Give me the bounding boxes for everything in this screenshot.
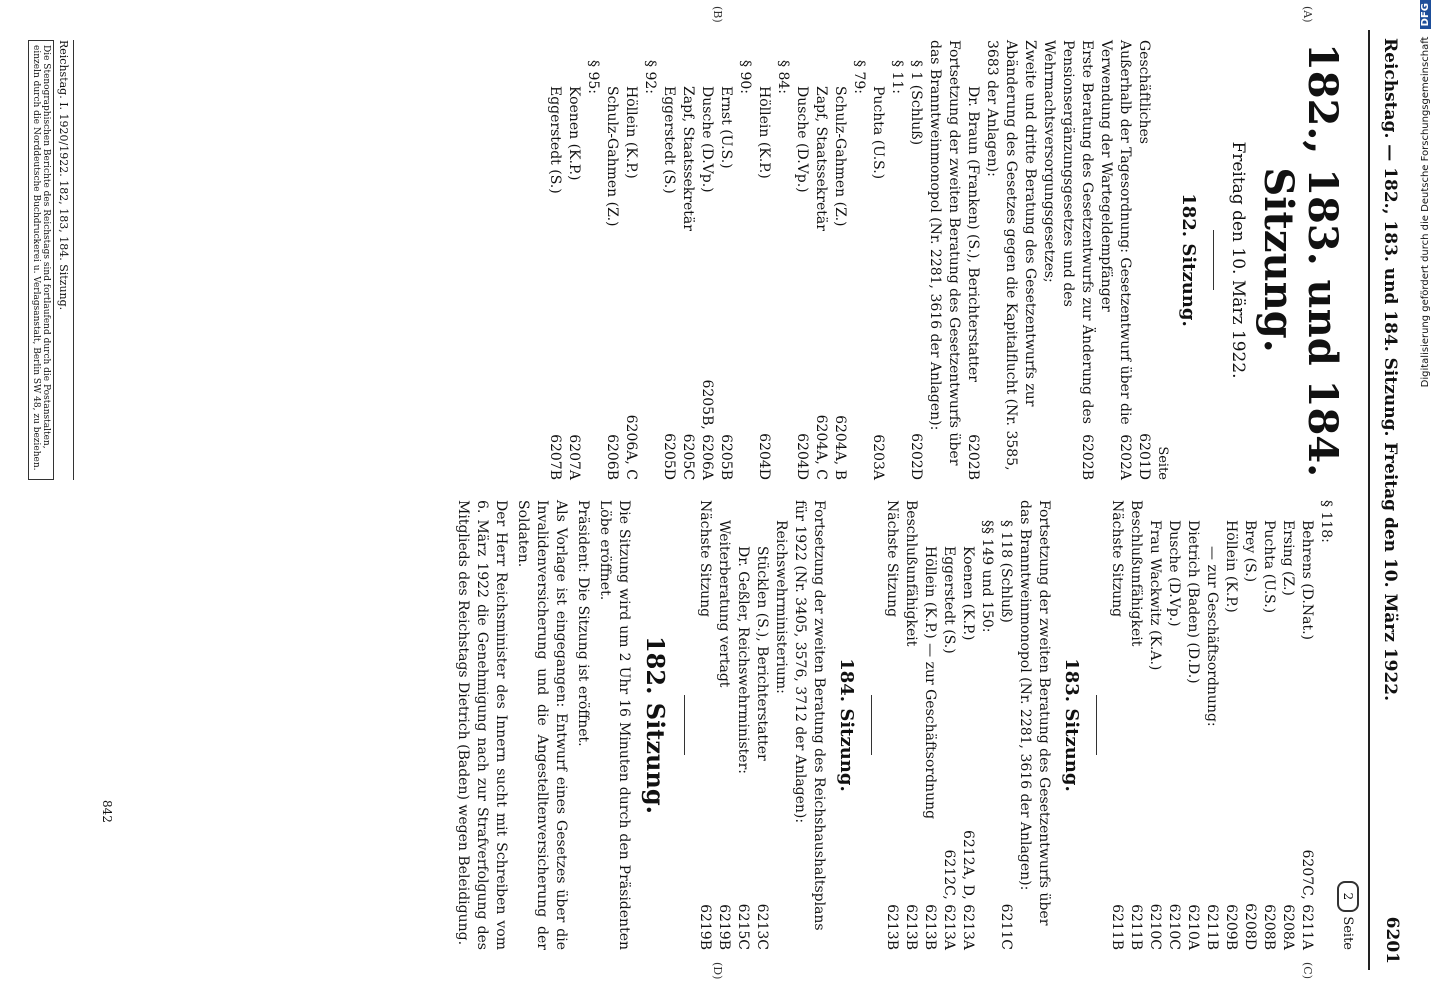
toc-entry-text: — zur Geschäftsordnung: xyxy=(1204,546,1220,727)
toc-entry-text: Höllein (K.P.) xyxy=(1223,520,1239,613)
toc-entry-text: Schulz-Gahmen (Z.) xyxy=(604,86,620,227)
toc-entry-page-ref xyxy=(849,474,868,480)
toc-entry-page-ref xyxy=(982,474,1039,480)
toc-entry-page-ref: 6205D xyxy=(661,433,677,480)
toc-entry-page-ref: 6213C xyxy=(754,903,770,950)
toc-entry-page-ref: 6208A xyxy=(1280,904,1296,950)
body-paragraph: Der Herr Reichsminister des Innern sucht mit Schreiben vom 6. März 1922 die Genehmigung nach zur Strafverfolgung des Mitglieds des Reichstags Dietrich (Baden) wegen Beleidigung. xyxy=(455,500,509,950)
section-title-183: 183. Sitzung. xyxy=(1061,658,1082,792)
toc-entry xyxy=(1202,500,1221,950)
toc-entry-text: Eggerstedt (S.) xyxy=(547,86,563,194)
toc-entry xyxy=(830,40,849,480)
toc-entry-page-ref xyxy=(977,944,996,950)
toc-entry-page-ref: 6204A, B xyxy=(832,415,848,480)
toc-entry xyxy=(714,500,733,950)
toc-entry-text: Ersing (Z.) xyxy=(1280,520,1296,596)
toc-entry xyxy=(771,500,790,950)
margin-mark-a: (A) xyxy=(1301,6,1314,23)
margin-mark-b: (B) xyxy=(711,6,724,23)
toc-entry-page-ref: 6209B xyxy=(1223,904,1239,950)
section-title-182-body: 182. Sitzung. xyxy=(641,635,670,814)
toc-entry xyxy=(1297,500,1316,950)
toc-entry xyxy=(602,40,621,480)
toc-entry-text: Koenen (K.P.) xyxy=(960,546,976,641)
toc-entry-page-ref: 6211C xyxy=(998,903,1014,950)
toc-entry-text: §§ 149 und 150: xyxy=(979,520,995,633)
toc-entry-page-ref xyxy=(925,474,963,480)
toc-entry-page-ref: 6202A xyxy=(1117,434,1133,480)
seite-label: Seite xyxy=(1155,446,1170,480)
toc-entry xyxy=(1126,500,1145,950)
toc-entry xyxy=(621,40,640,480)
toc-entry xyxy=(868,40,887,480)
toc-entry-text: Außerhalb der Tagesordnung: Gesetzentwurf über die Verwendung der Wartegeldempfänger xyxy=(1098,40,1133,425)
toc-entry-page-ref xyxy=(771,944,790,950)
toc-entry xyxy=(695,500,714,950)
dfg-note xyxy=(1420,0,1434,980)
toc-entry xyxy=(583,40,602,480)
toc-entry-text: Dusche (D.Vp.) xyxy=(699,86,715,193)
toc-entry xyxy=(1107,500,1126,950)
footer-line: Reichstag. I. 1920/1922. 182, 183, 184. Sitzung. xyxy=(57,40,70,311)
toc-entry-page-ref: 6203A xyxy=(870,434,886,480)
toc-entry-text: § 95: xyxy=(585,60,601,94)
toc-entry xyxy=(939,500,958,950)
toc-entry-text: Dr. Geßler, Reichswehrminister: xyxy=(735,546,751,774)
toc-entry-text: Höllein (K.P.) xyxy=(623,86,639,179)
toc-entry-text: Nächste Sitzung xyxy=(884,500,900,618)
toc-entry-text: Zapf, Staatssekretär xyxy=(813,86,829,231)
toc-entry-text: § 92: xyxy=(642,60,658,94)
toc-entry-page-ref: 6215C xyxy=(735,903,751,950)
toc-entry xyxy=(716,40,735,480)
toc-entry-page-ref: 6219B xyxy=(697,904,713,950)
toc-entry xyxy=(1240,500,1259,950)
toc-entry-page-ref xyxy=(1015,944,1053,950)
toc-entry-text: Koenen (K.P.) xyxy=(566,86,582,181)
toc-entry xyxy=(697,40,716,480)
toc-entry-page-ref xyxy=(773,474,792,480)
toc-entry xyxy=(901,500,920,950)
toc-entry-text: Behrens (D.Nat.) xyxy=(1299,520,1315,640)
dfg-logo: DFG xyxy=(1420,0,1431,29)
toc-entry-page-ref: 6211B xyxy=(1128,904,1144,950)
toc-entry-text: Nächste Sitzung xyxy=(1109,500,1125,618)
toc-entry xyxy=(659,40,678,480)
toc-entry-page-ref: 6212A, D, 6213A xyxy=(960,829,976,950)
toc-entry-page-ref: 6202D xyxy=(908,433,924,480)
toc-entry-page-ref: 6205B xyxy=(718,434,734,480)
toc-entry-page-ref: 6211B xyxy=(1109,904,1125,950)
toc-entry-text: Brey (S.) xyxy=(1242,520,1258,583)
toc-entry-text: Frau Wackwitz (K.A.) xyxy=(1147,520,1163,671)
toc-entry xyxy=(1278,500,1297,950)
running-header xyxy=(1368,30,1404,970)
toc-entry-page-ref: 6202B xyxy=(1079,434,1095,480)
toc-entry xyxy=(1039,40,1096,480)
toc-entry-text: § 1 (Schluß) xyxy=(908,60,924,146)
toc-entry-text: Dusche (D.Vp.) xyxy=(794,86,810,193)
toc-entry-text: § 118 (Schluß) xyxy=(998,520,1014,623)
toc-entry-text: Weiterberatung vertagt xyxy=(716,520,732,688)
toc-entry-text: Puchta (U.S.) xyxy=(870,86,886,180)
footer-notice: Die Stenographischen Berichte des Reichstags sind fortlaufend durch die Postanstalten, einzeln durch die Norddeutsche Buchdruckerei u. Verlagsanstalt, Berlin SW 48, zu beziehen. xyxy=(28,40,54,480)
toc-entry xyxy=(811,40,830,480)
body-paragraph: Die Sitzung wird um 2 Uhr 16 Minuten durch den Präsidenten Löbe eröffnet. xyxy=(597,500,632,950)
toc-entry-text: Erste Beratung des Gesetzentwurfs zur Änderung des Pensionsergänzungsgesetzes und des Wehrmachtsversorgungsgesetzes; xyxy=(1041,40,1095,424)
toc-entry-text: Fortsetzung der zweiten Beratung des Gesetzentwurfs über das Branntweinmonopol (Nr. 2281, 3616 der Anlagen): xyxy=(1017,500,1052,926)
toc-entry-page-ref: 6207B xyxy=(547,434,563,480)
margin-mark-d: (D) xyxy=(711,962,724,980)
margin-mark-c: (C) xyxy=(1301,962,1314,979)
toc-entry-text: Fortsetzung der zweiten Beratung des Gesetzentwurfs über das Branntweinmonopol (Nr. 2281, 3616 der Anlagen): xyxy=(927,40,962,466)
toc-entry xyxy=(1134,40,1153,480)
toc-entry xyxy=(906,40,925,480)
toc-entry-page-ref xyxy=(735,474,754,480)
toc-entry-text: Dr. Braun (Franken) (S.), Berichterstatter xyxy=(965,86,981,382)
toc-entry xyxy=(963,40,982,480)
toc-entry-text: Schulz-Gahmen (Z.) xyxy=(832,86,848,227)
toc-entry-page-ref: 6210C xyxy=(1147,903,1163,950)
divider xyxy=(684,695,685,755)
toc-entry-text: Höllein (K.P.) xyxy=(756,86,772,179)
toc-entry xyxy=(773,40,792,480)
toc-entry-page-ref: 6201D xyxy=(1136,433,1152,480)
section-title-184: 184. Sitzung. xyxy=(836,658,857,792)
toc-entry xyxy=(678,40,697,480)
toc-entry-page-ref: 6204D xyxy=(794,433,810,480)
toc-entry-text: Nächste Sitzung xyxy=(697,500,713,618)
toc-entry-text: Zapf, Staatssekretär xyxy=(680,86,696,231)
toc-entry-text: Eggerstedt (S.) xyxy=(661,86,677,194)
toc-entry xyxy=(754,40,773,480)
toc-entry-text: § 84: xyxy=(775,60,791,94)
toc-entry-page-ref: 6212C, 6213A xyxy=(941,849,957,950)
page-title: 182., 183. und 184. Sitzung. xyxy=(1255,42,1346,478)
toc-entry-page-ref: 6205B, 6206A xyxy=(699,379,715,480)
toc-entry xyxy=(1259,500,1278,950)
section-title-182: 182. Sitzung. xyxy=(1178,193,1199,327)
toc-entry-page-ref: 6202B xyxy=(965,434,981,480)
toc-entry xyxy=(920,500,939,950)
toc-entry-page-ref: 6219B xyxy=(716,904,732,950)
toc-entry-page-ref xyxy=(790,944,828,950)
toc-entry-page-ref: 6208D xyxy=(1242,903,1258,950)
toc-entry-text: Höllein (K.P.) — zur Geschäftsordnung xyxy=(922,546,938,820)
toc-entry-page-ref: 6210C xyxy=(1166,903,1182,950)
toc-entry xyxy=(882,500,901,950)
toc-entry-text: Reichswehrministerium: xyxy=(773,520,789,694)
toc-entry xyxy=(958,500,977,950)
divider xyxy=(1213,230,1214,290)
toc-entry xyxy=(996,500,1015,950)
body-paragraph: Als Vorlage ist eingegangen: Entwurf eines Gesetzes über die Invalidenversicherung und die Angestelltenversicherung der Soldaten. xyxy=(515,500,569,950)
session-date: Freitag den 10. März 1922. xyxy=(1228,141,1248,379)
toc-entry xyxy=(982,40,1039,480)
session-body xyxy=(453,500,633,950)
seite-label-right xyxy=(1337,500,1359,950)
toc-entry-page-ref xyxy=(887,474,906,480)
toc-entry xyxy=(735,40,754,480)
toc-list-182 xyxy=(545,40,1153,480)
toc-entry-text: Puchta (U.S.) xyxy=(1261,520,1277,614)
toc-entry-page-ref: 6211B xyxy=(1204,904,1220,950)
toc-entry-page-ref: 6213B xyxy=(922,904,938,950)
toc-entry xyxy=(1221,500,1240,950)
toc-entry xyxy=(925,40,963,480)
toc-entry-text: Eggerstedt (S.) xyxy=(941,546,957,654)
toc-entry-page-ref xyxy=(640,474,659,480)
toc-entry xyxy=(1164,500,1183,950)
toc-entry xyxy=(733,500,752,950)
toc-entry-text: Dusche (D.Vp.) xyxy=(1166,520,1182,627)
toc-entry-text: § 90: xyxy=(737,60,753,94)
toc-entry-page-ref xyxy=(583,474,602,480)
toc-entry-page-ref: 6206A, C xyxy=(623,414,639,480)
toc-entry-text: Stücklen (S.), Berichterstatter xyxy=(754,546,770,761)
toc-entry-page-ref: 6205C xyxy=(680,433,696,480)
toc-entry-page-ref: 6213B xyxy=(884,904,900,950)
toc-entry-text: Zweite und dritte Beratung des Gesetzentwurfs zur Abänderung des Gesetzes gegen die Kapitalflucht (Nr. 3585, 3683 der Anlagen): xyxy=(984,40,1038,471)
toc-entry xyxy=(887,40,906,480)
side-note xyxy=(1418,0,1434,1000)
toc-entry xyxy=(1015,500,1053,950)
toc-entry xyxy=(564,40,583,480)
toc-entry-text: § 11: xyxy=(889,60,905,94)
toc-entry-text: Geschäftliches xyxy=(1136,40,1152,144)
header-page-number: 6201 xyxy=(1382,916,1402,964)
toc-entry xyxy=(545,40,564,480)
toc-entry xyxy=(640,40,659,480)
toc-list-183 xyxy=(882,500,1053,950)
toc-entry xyxy=(1145,500,1164,950)
toc-entry-page-ref: 6210A xyxy=(1185,904,1201,950)
toc-entry-page-ref: 6206B xyxy=(604,434,620,480)
toc-entry xyxy=(752,500,771,950)
toc-entry xyxy=(792,40,811,480)
toc-entry-text: Beschlußunfähigkeit xyxy=(903,500,919,647)
divider xyxy=(871,695,872,755)
divider xyxy=(1096,695,1097,755)
toc-entry-page-ref: 6204A, C xyxy=(813,414,829,480)
toc-list-184 xyxy=(695,500,828,950)
toc-entry-text: § 118: xyxy=(1318,500,1334,543)
left-column xyxy=(545,40,1359,480)
toc-entry xyxy=(849,40,868,480)
toc-entry xyxy=(1183,500,1202,950)
dfg-note-text: Digitalisierung gefördert durch die Deutsche Forschungsgemeinschaft xyxy=(1420,36,1431,388)
toc-entry-text: Ernst (U.S.) xyxy=(718,86,734,169)
toc-entry-page-ref: 6207A xyxy=(566,434,582,480)
toc-entry-text: Beschlußunfähigkeit xyxy=(1128,500,1144,647)
toc-entry xyxy=(790,500,828,950)
toc-entry xyxy=(1096,40,1134,480)
toc-entry-text: Fortsetzung der zweiten Beratung des Reichshaushaltsplans für 1922 (Nr. 3405, 3576, 3712 der Anlagen): xyxy=(792,500,827,931)
toc-entry-text: § 79: xyxy=(851,60,867,94)
header-title: Reichstag. — 182., 183. und 184. Sitzung. Freitag den 10. März 1922. xyxy=(1380,38,1400,702)
seite-label-text: Seite xyxy=(1340,916,1355,950)
archive-stamp: 2 xyxy=(1337,881,1359,913)
toc-entry-page-ref: 6207C, 6211A xyxy=(1299,849,1315,950)
footer xyxy=(28,40,74,480)
toc-list-118 xyxy=(1107,500,1335,950)
toc-entry-page-ref: 6213B xyxy=(903,904,919,950)
right-column xyxy=(450,500,1359,950)
toc-entry-page-ref: 6204D xyxy=(756,433,772,480)
bottom-page-number: 842 xyxy=(100,800,114,823)
toc-entry-page-ref xyxy=(1316,944,1335,950)
toc-entry-page-ref: 6208B xyxy=(1261,904,1277,950)
toc-entry-text: Dietrich (Baden) (D.D.) xyxy=(1185,520,1201,684)
toc-entry xyxy=(977,500,996,950)
toc-entry xyxy=(1316,500,1335,950)
body-paragraph: Präsident: Die Sitzung ist eröffnet. xyxy=(575,500,591,747)
